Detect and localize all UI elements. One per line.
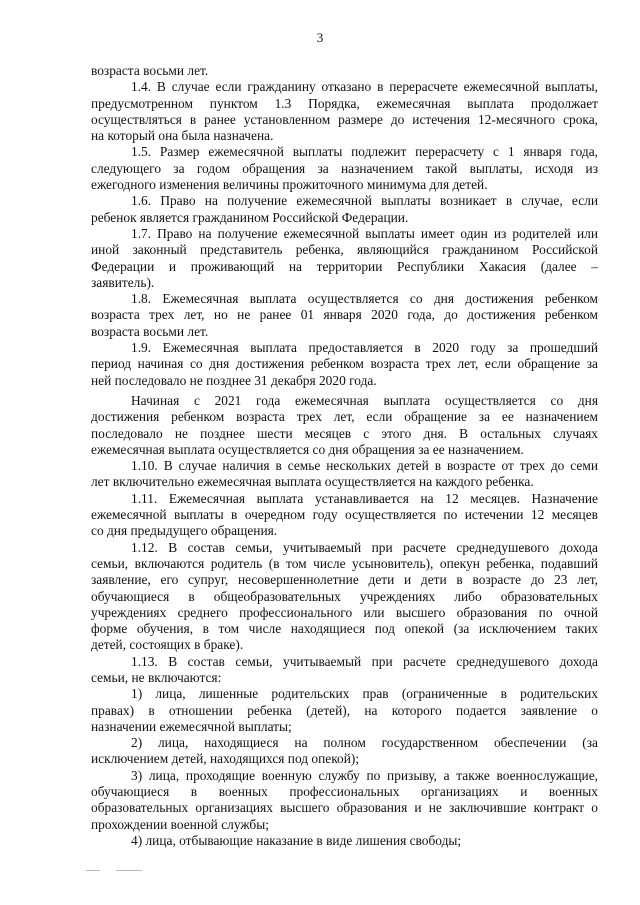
text-line: правах) в отношении ребенка (детей), на которого подается заявление о bbox=[91, 702, 598, 718]
text-line: лет включительно ежемесячная выплата осуществляется на каждого ребенка. bbox=[91, 474, 534, 490]
text-line: 1.6. Право на получение ежемесячной выплаты возникает в случае, если bbox=[131, 193, 598, 209]
text-line: 2) лица, находящиеся на полном государственном обеспечении (за bbox=[131, 735, 598, 751]
text-line: 3) лица, проходящие военную службу по призыву, а также военнослужащие, bbox=[131, 767, 598, 783]
text-line: ребенок является гражданином Российской Федерации. bbox=[91, 209, 409, 225]
text-line: семьи, включаются родитель (в том числе усыновитель), опекун ребенка, подавший bbox=[91, 555, 598, 571]
text-line: учреждениях среднего профессионального или высшего образования по очной bbox=[91, 604, 598, 620]
text-line: ежемесячная выплата осуществляется со дня обращения за ее назначением. bbox=[91, 441, 524, 457]
text-line: заявление, его супруг, несовершеннолетние дети и дети в возрасте до 23 лет, bbox=[91, 572, 598, 588]
text-line: 1.5. Размер ежемесячной выплаты подлежит перерасчету с 1 января года, bbox=[131, 144, 598, 160]
text-line: период начиная со дня достижения ребенком возраста трех лет, если обращение за bbox=[91, 356, 598, 372]
text-line: 1.9. Ежемесячная выплата предоставляется в 2020 году за прошедший bbox=[131, 340, 598, 356]
text-line: 1.11. Ежемесячная выплата устанавливается на 12 месяцев. Назначение bbox=[131, 490, 598, 506]
text-line: достижения ребенком возраста трех лет, если обращение за ее назначением bbox=[91, 409, 598, 425]
document-body bbox=[91, 63, 598, 849]
text-line: назначении ежемесячной выплаты; bbox=[91, 718, 292, 734]
page-number: 3 bbox=[316, 30, 324, 45]
text-line: образовательных организациях высшего образования и не заключившие контракт о bbox=[91, 800, 598, 816]
text-line: форме обучения, в том числе находящиеся под опекой (за исключением таких bbox=[91, 621, 598, 637]
text-line: ежемесячной выплаты в очередном году осуществляется по истечении 12 месяцев bbox=[91, 507, 598, 523]
text-line: прохождении военной службы; bbox=[91, 816, 269, 832]
text-line: возраста восьми лет. bbox=[91, 63, 209, 78]
text-line: 1.8. Ежемесячная выплата осуществляется со дня достижения ребенком bbox=[131, 291, 598, 307]
text-line: ней последовало не позднее 31 декабря 2020 года. bbox=[91, 372, 377, 388]
text-line: осуществляться в ранее установленном размере до истечения 12-месячного срока, bbox=[91, 111, 598, 127]
text-line: 1.13. В состав семьи, учитываемый при расчете среднедушевого дохода bbox=[131, 653, 598, 669]
text-line: на который она была назначена. bbox=[91, 128, 274, 144]
text-line: Начиная с 2021 года ежемесячная выплата осуществляется со дня bbox=[131, 392, 598, 408]
text-line: Федерации и проживающий на территории Республики Хакасия (далее – bbox=[91, 258, 598, 274]
text-line: 1.10. В случае наличия в семье нескольких детей в возрасте от трех до семи bbox=[131, 458, 598, 474]
text-line: возраста трех лет, но не ранее 01 января 2020 года, до достижения ребенком bbox=[91, 307, 598, 323]
scan-artifact bbox=[86, 870, 146, 876]
text-line: 4) лица, отбывающие наказание в виде лишения свободы; bbox=[131, 832, 462, 848]
text-line: предусмотренном пунктом 1.3 Порядка, ежемесячная выплата продолжает bbox=[91, 95, 598, 111]
text-line: детей, состоящих в браке). bbox=[91, 637, 244, 653]
text-line: возраста восьми лет. bbox=[91, 323, 209, 339]
text-line: заявитель). bbox=[91, 274, 155, 290]
text-line: 1) лица, лишенные родительских прав (ограниченные в родительских bbox=[131, 686, 598, 702]
text-line: семьи, не включаются: bbox=[91, 669, 222, 685]
text-line: обучающиеся в военных профессиональных организациях и военных bbox=[91, 784, 598, 800]
text-line: последовало не позднее шести месяцев с этого дня. В остальных случаях bbox=[91, 425, 598, 441]
text-line: 1.4. В случае если гражданину отказано в перерасчете ежемесячной выплаты, bbox=[131, 79, 598, 95]
text-line: 1.12. В состав семьи, учитываемый при расчете среднедушевого дохода bbox=[131, 539, 598, 555]
text-line: 1.7. Право на получение ежемесячной выплаты имеет один из родителей или bbox=[131, 225, 598, 241]
text-line: следующего за годом обращения за назначением такой выплаты, исходя из bbox=[91, 160, 598, 176]
text-line: иной законный представитель ребенка, являющийся гражданином Российской bbox=[91, 242, 598, 258]
text-line: ежегодного изменения величины прожиточного минимума для детей. bbox=[91, 177, 488, 193]
text-line: обучающиеся в общеобразовательных учреждениях либо образовательных bbox=[91, 588, 598, 604]
text-line: со дня предыдущего обращения. bbox=[91, 523, 278, 539]
text-line: исключением детей, находящихся под опекой); bbox=[91, 751, 360, 767]
